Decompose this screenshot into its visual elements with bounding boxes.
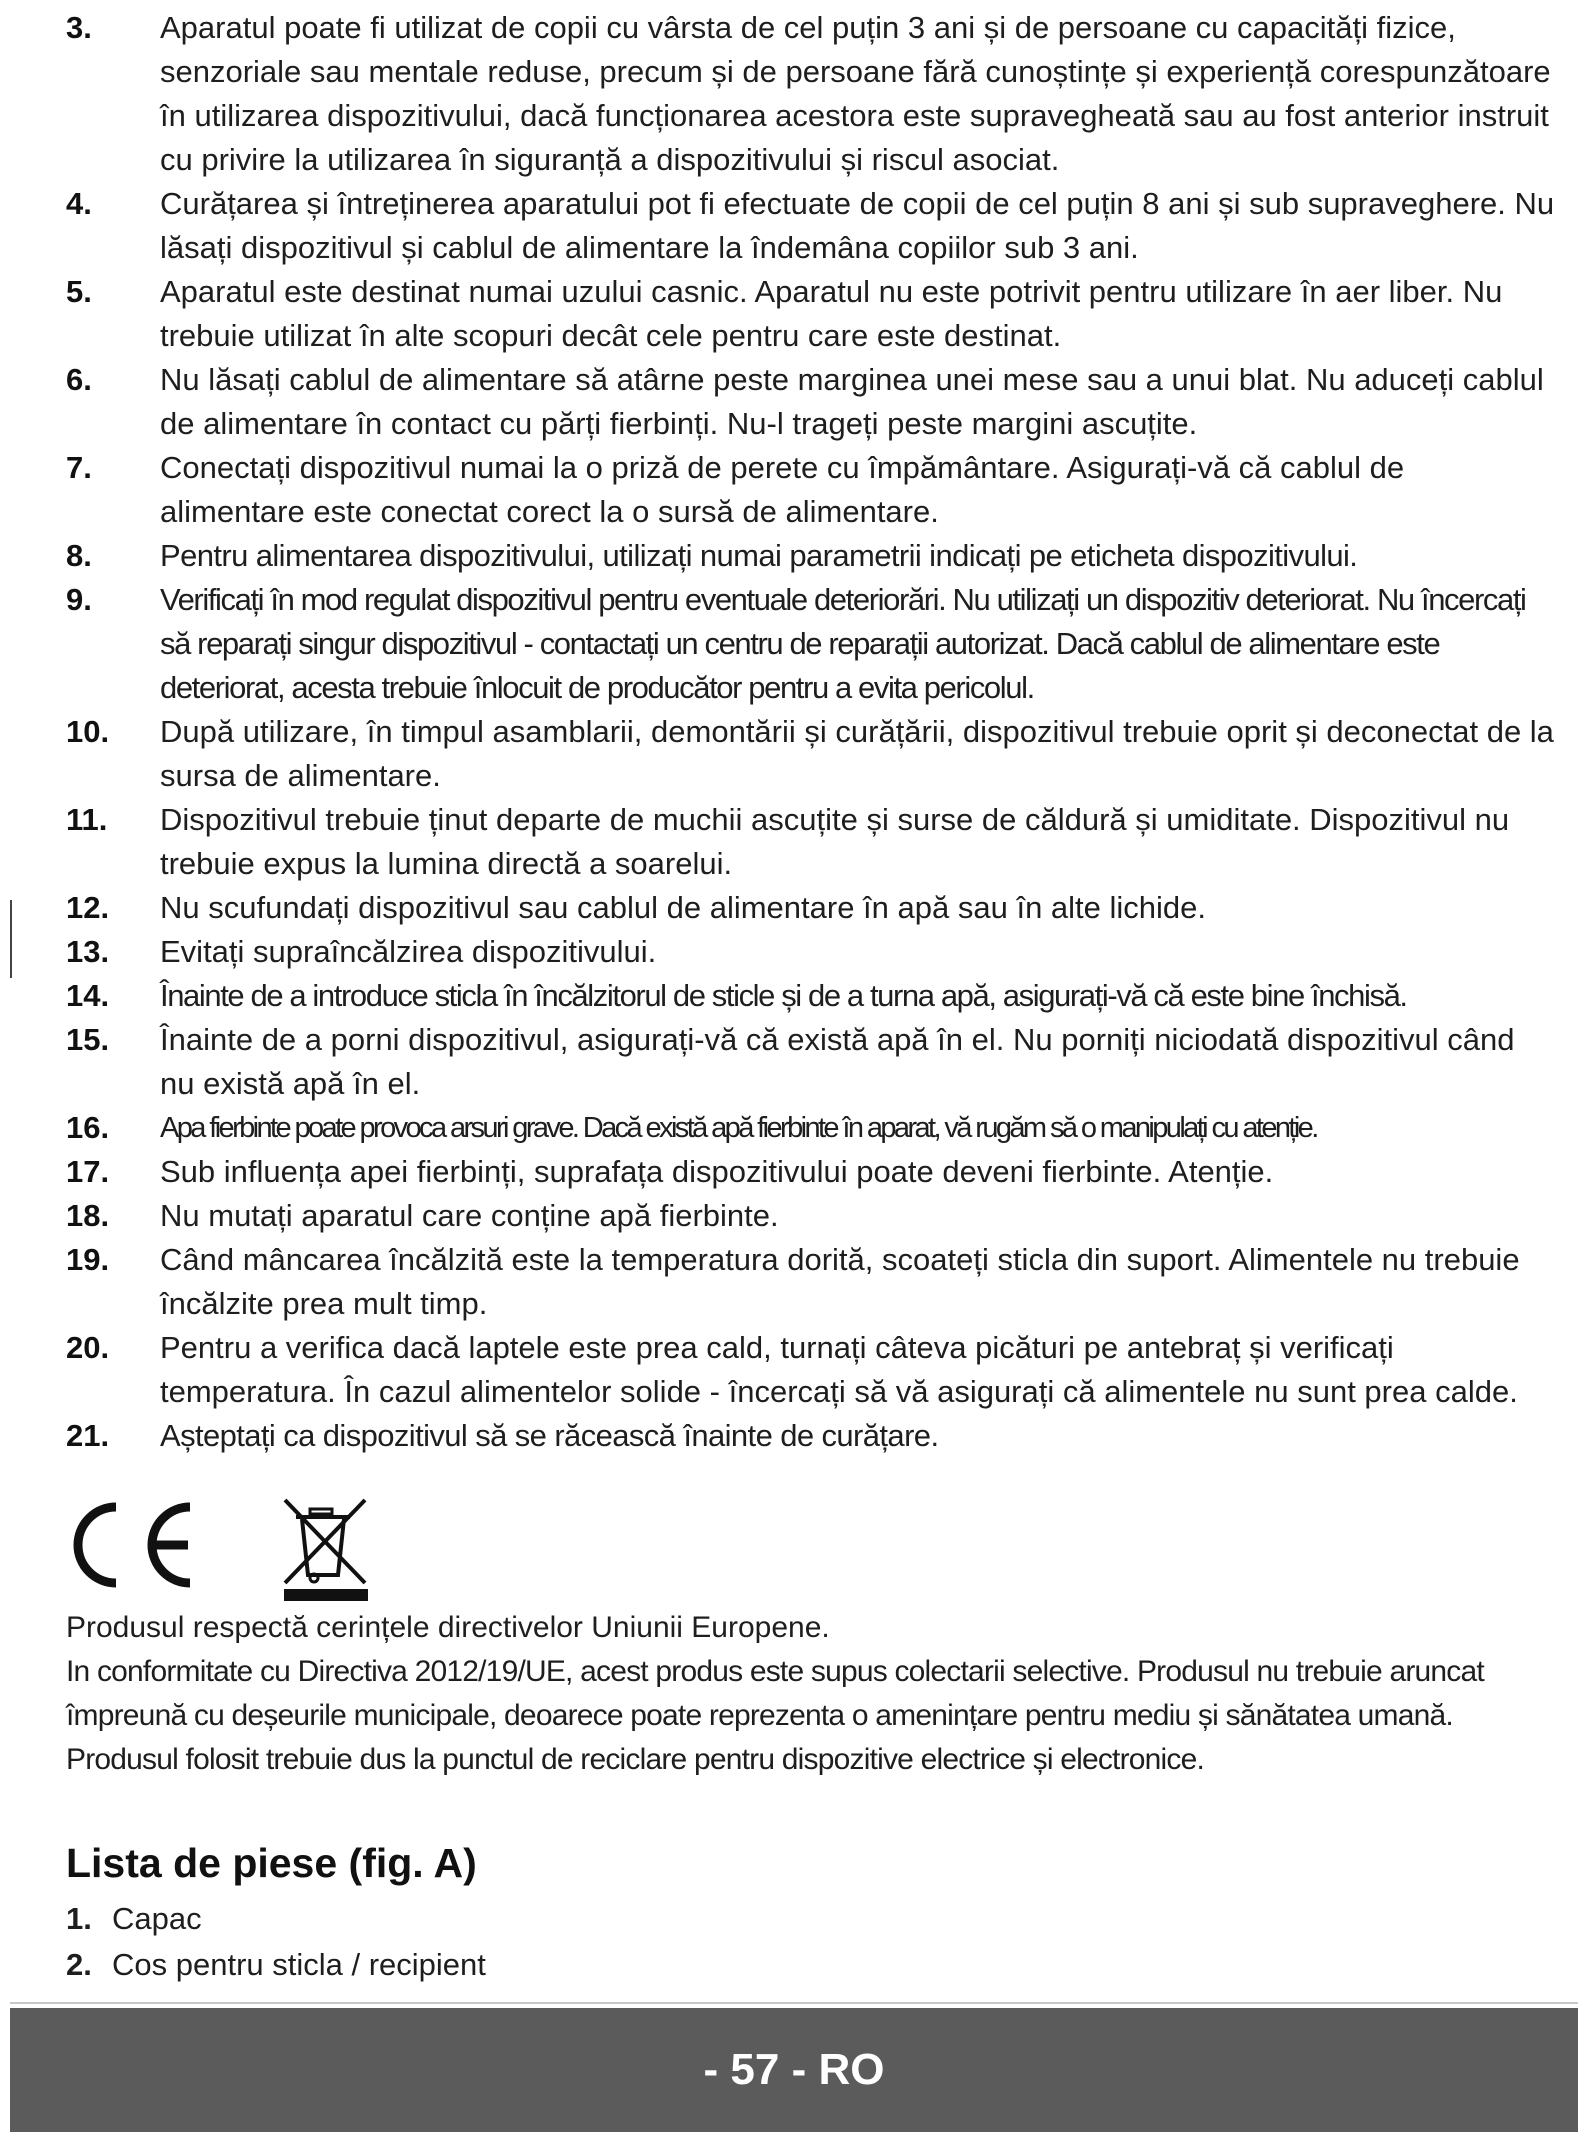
list-item (66, 1150, 1556, 1194)
safety-instructions-list (66, 6, 1556, 1458)
item-number: 19. (66, 1242, 110, 1277)
parts-list (66, 1896, 486, 1988)
list-item (66, 1018, 1556, 1106)
item-text: Înainte de a introduce sticla în încălzitorul de sticle și de a turna apă, asigurați-vă că este bine închisă. (160, 978, 1407, 1013)
item-number: 17. (66, 1154, 110, 1189)
item-text: Conectați dispozitivul numai la o priză de perete cu împământare. Asigurați-vă că cablul de alimentare este conectat corect la o sursă de alimentare. (160, 450, 1405, 529)
item-text: Verificați în mod regulat dispozitivul pentru eventuale deteriorări. Nu utilizați un dispozitiv deteriorat. Nu încercați să reparați singur dispozitivul - contactați un centru de reparații autorizat. Dacă cablul de alimentare este deteriorat, acesta trebuie înlocuit de producător pentru a evita pericolul. (160, 582, 1526, 705)
list-item (66, 1896, 486, 1942)
item-text: Nu lăsați cablul de alimentare să atârne peste marginea unei mese sau a unui blat. Nu aduceți cablul de alimentare în contact cu părți fierbinți. Nu-l trageți peste margini ascuțite. (160, 362, 1544, 441)
list-item (66, 1194, 1556, 1238)
item-text: Dispozitivul trebuie ținut departe de muchii ascuțite și surse de căldură și umiditate. Dispozitivul nu trebuie expus la lumina directă a soarelui. (160, 802, 1510, 881)
item-number: 16. (66, 1110, 110, 1145)
list-item (66, 446, 1556, 534)
list-item (66, 974, 1556, 1018)
item-number: 5. (66, 274, 92, 309)
item-text: Apa fierbinte poate provoca arsuri grave. Dacă există apă fierbinte în aparat, vă rugăm să o manipulați cu atenție. (160, 1112, 1317, 1144)
part-number: 1. (66, 1901, 92, 1936)
item-number: 4. (66, 186, 92, 221)
item-number: 20. (66, 1330, 110, 1365)
item-number: 12. (66, 890, 110, 925)
compliance-symbols (60, 1495, 400, 1615)
list-item (66, 886, 1556, 930)
item-number: 21. (66, 1418, 110, 1453)
item-text: Sub influența apei fierbinți, suprafața dispozitivului poate deveni fierbinte. Atenție. (160, 1154, 1274, 1189)
item-text: Nu mutați aparatul care conține apă fierbinte. (160, 1198, 779, 1233)
item-text: După utilizare, în timpul asamblarii, demontării și curățării, dispozitivul trebuie oprit și deconectat de la sursa de alimentare. (160, 714, 1554, 793)
item-text: Nu scufundați dispozitivul sau cablul de alimentare în apă sau în alte lichide. (160, 890, 1207, 925)
item-text: Pentru a verifica dacă laptele este prea cald, turnați câteva picături pe antebraț și verificați temperatura. În cazul alimentelor solide - încercați să vă asigurați că alimentele nu sunt prea calde. (160, 1330, 1518, 1409)
item-number: 14. (66, 978, 110, 1013)
item-number: 10. (66, 714, 110, 749)
list-item (66, 270, 1556, 358)
item-number: 18. (66, 1198, 110, 1233)
page-number: - 57 - RO (703, 2045, 885, 2094)
list-item (66, 710, 1556, 798)
eu-compliance-notice (66, 1606, 1556, 1782)
parts-list-title: Lista de piese (fig. A) (66, 1840, 477, 1886)
item-text: Curățarea și întreținerea aparatului pot fi efectuate de copii de cel puțin 8 ani și sub supraveghere. Nu lăsați dispozitivul și cablul de alimentare la îndemâna copiilor sub 3 ani. (160, 186, 1555, 265)
list-item (66, 358, 1556, 446)
list-item (66, 1238, 1556, 1326)
margin-mark (10, 900, 12, 978)
item-number: 11. (66, 802, 108, 837)
part-number: 2. (66, 1947, 92, 1982)
recycling-statement: In conformitate cu Directiva 2012/19/UE, acest produs este supus colectarii selective. Produsul nu trebuie aruncat împreună cu deșeurile municipale, deoarece poate reprezenta o amenințare pentru mediu și sănătatea umană. Produsul folosit trebuie dus la punctul de reciclare pentru dispozitive electrice și electronice. (66, 1655, 1484, 1776)
part-label: Cos pentru sticla / recipient (112, 1947, 486, 1982)
item-text: Aparatul poate fi utilizat de copii cu vârsta de cel puțin 3 ani și de persoane cu capacități fizice, senzoriale sau mentale reduse, precum și de persoane fără cunoștințe și experiență corespunzătoare în utilizarea dispozitivului, dacă funcționarea acestora este supravegheată sau au fost anterior instruit cu privire la utilizarea în siguranță a dispozitivului și riscul asociat. (160, 10, 1551, 177)
list-item (66, 578, 1556, 710)
item-text: Pentru alimentarea dispozitivului, utilizați numai parametrii indicați pe eticheta dispozitivului. (160, 538, 1358, 573)
list-item (66, 1106, 1556, 1150)
list-item (66, 798, 1556, 886)
item-number: 6. (66, 362, 92, 397)
item-number: 7. (66, 450, 92, 485)
list-item (66, 1326, 1556, 1414)
list-item (66, 1414, 1556, 1458)
page-footer (10, 2008, 1578, 2132)
list-item (66, 930, 1556, 974)
part-label: Capac (112, 1901, 202, 1936)
item-number: 13. (66, 934, 110, 969)
list-item (66, 182, 1556, 270)
list-item (66, 534, 1556, 578)
item-text: Așteptați ca dispozitivul să se răcească înainte de curățare. (160, 1418, 939, 1453)
crossed-out-bin-icon (280, 1495, 372, 1605)
ce-mark-icon (60, 1495, 200, 1595)
footer-divider (10, 2002, 1578, 2004)
item-text: Evitați supraîncălzirea dispozitivului. (160, 934, 657, 969)
list-item (66, 6, 1556, 182)
compliance-statement: Produsul respectă cerințele directivelor Uniunii Europene. (66, 1611, 830, 1644)
item-number: 15. (66, 1022, 110, 1057)
item-text: Când mâncarea încălzită este la temperatura dorită, scoateți sticla din suport. Alimentele nu trebuie încălzite prea mult timp. (160, 1242, 1520, 1321)
item-number: 8. (66, 538, 92, 573)
item-text: Aparatul este destinat numai uzului casnic. Aparatul nu este potrivit pentru utilizare în aer liber. Nu trebuie utilizat în alte scopuri decât cele pentru care este destinat. (160, 274, 1503, 353)
list-item (66, 1942, 486, 1988)
item-number: 3. (66, 10, 92, 45)
item-number: 9. (66, 582, 92, 617)
item-text: Înainte de a porni dispozitivul, asigurați-vă că există apă în el. Nu porniți niciodată dispozitivul când nu există apă în el. (160, 1022, 1515, 1101)
